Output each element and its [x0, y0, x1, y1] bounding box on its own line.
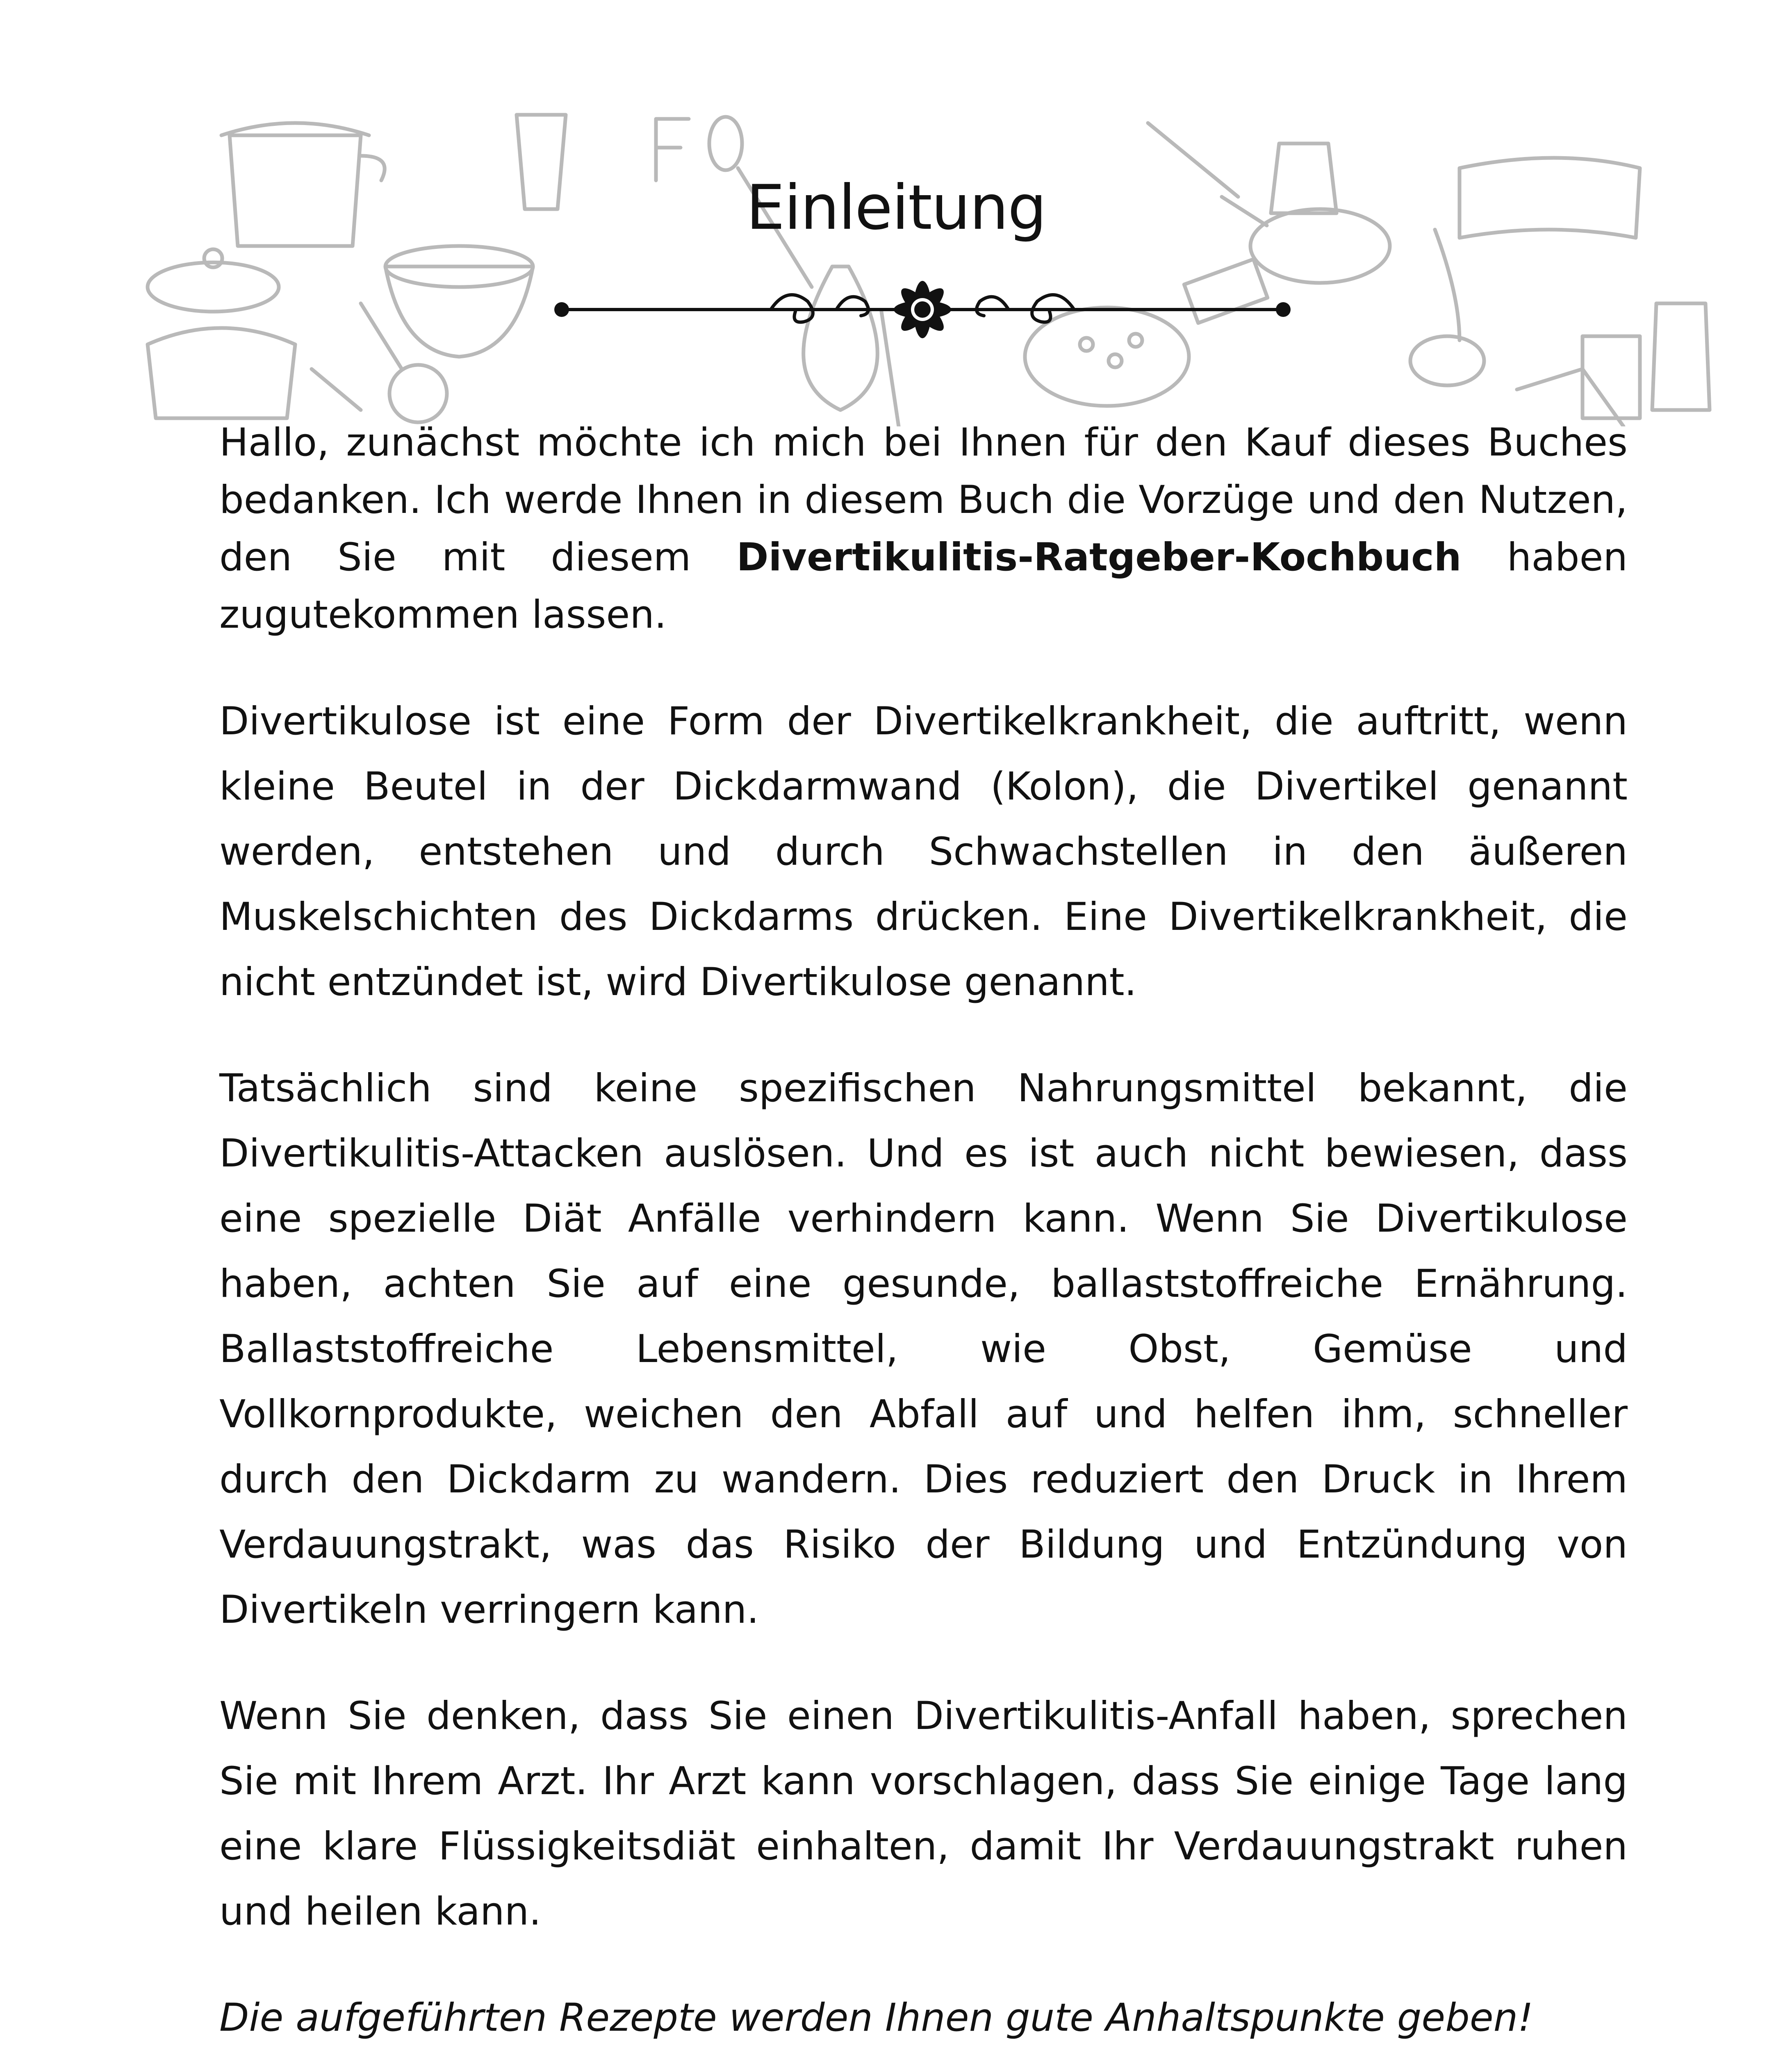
italic-note: Die aufgeführten Rezepte werden Ihnen gute Anhaltspunkte geben! — [219, 1995, 1533, 2040]
paragraph-greeting — [219, 414, 1628, 644]
flower-scroll-divider-icon — [549, 266, 1296, 353]
kitchen-utensils-top-illustration — [0, 74, 1792, 426]
greeting-text: Hallo, zunächst möchte ich mich bei Ihnen für den Kauf dieses Buches bedanken. Ich werde Ihnen in diesem Buch die Vorzüge und den Nutzen, den Sie mit diesem — [219, 420, 1628, 580]
book-title-bold: Divertikulitis-Ratgeber-Kochbuch — [736, 535, 1462, 580]
paragraph-arzt: Wenn Sie denken, dass Sie einen Divertikulitis-Anfall haben, sprechen Sie mit Ihrem Arzt. Ihr Arzt kann vorschlagen, dass Sie einige Tage lang eine klare Flüssigkeitsdiät einhalten, damit Ihr Verdauungstrakt ruhen und heilen kann. — [219, 1694, 1628, 1934]
paragraph-nahrungsmittel: Tatsächlich sind keine spezifischen Nahrungsmittel bekannt, die Divertikulitis-Attacken auslösen. Und es ist auch nicht bewiesen, dass eine spezielle Diät Anfälle verhindern kann. Wenn Sie Divertikulose haben, achten Sie auf eine gesunde, ballaststoffreiche Ernährung. Ballaststoffreiche Lebensmittel, wie Obst, Gemüse und Vollkornprodukte, weichen den Abfall auf und helfen ihm, schneller durch den Dickdarm zu wandern. Dies reduziert den Druck in Ihrem Verdauungstrakt, was das Risiko der Bildung und Entzündung von Divertikeln verringern kann. — [219, 1066, 1628, 1632]
page-title: Einleitung — [746, 172, 1046, 244]
introduction-body — [219, 414, 1628, 2050]
greeting-text-end: haben zugutekommen lassen. — [219, 535, 1628, 637]
paragraph-divertikulose: Divertikulose ist eine Form der Divertikelkrankheit, die auftritt, wenn kleine Beutel in der Dickdarmwand (Kolon), die Divertikel genannt werden, entstehen und durch Schwachstellen in den äußeren Muskelschichten des Dickdarms drücken. Eine Divertikelkrankheit, die nicht entzündet ist, wird Divertikulose genannt. — [219, 699, 1628, 1004]
